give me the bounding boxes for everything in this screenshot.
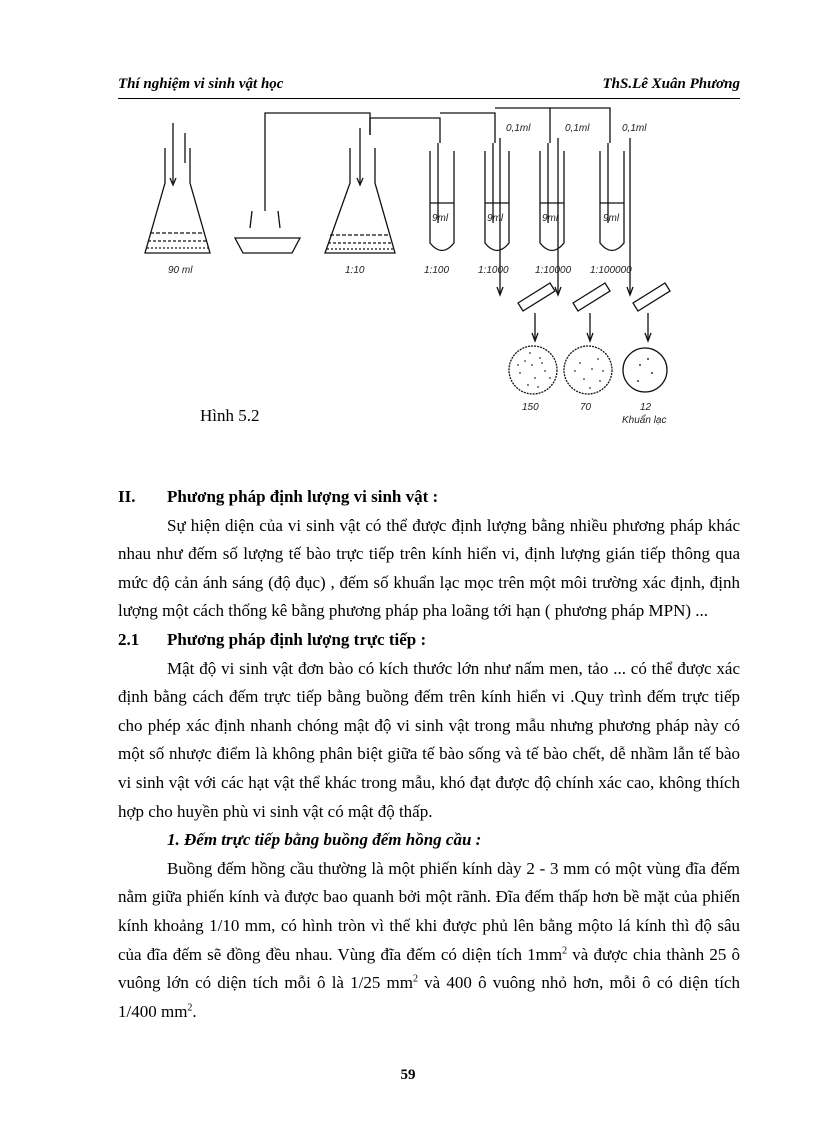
- label-1-100000: 1:100000: [590, 265, 632, 276]
- label-1-1000: 1:1000: [478, 265, 509, 276]
- label-1-10000: 1:10000: [535, 265, 572, 276]
- section-heading: [118, 483, 740, 512]
- page-number: 59: [400, 1067, 416, 1083]
- superscript-3: 2: [187, 1002, 193, 1014]
- method-text-start: Buồng đếm hồng cầu thường là một phiến kính dày 2 - 3 mm có một vùng đĩa đếm nằm giữa phiến kính và được bao quanh bởi một rãnh. Đĩa đếm thấp hơn bề mặt của phiến kính khoảng 1/10 mm, có hình tròn vì thế khi được phủ lên bằng mộto lá kính thì độ sâu của đĩa đếm sẽ đồng đều nhau. Vùng đĩa đếm có diện tích 1mm: [118, 858, 740, 964]
- colony-label: Khuẩn lạc: [622, 415, 667, 426]
- label-1-10: 1:10: [345, 265, 365, 276]
- transfer-3: 0,1ml: [622, 123, 647, 134]
- colony-count-3: 12: [640, 402, 652, 413]
- superscript-1: 2: [562, 944, 568, 956]
- superscript-2: 2: [413, 973, 418, 985]
- colony-plate-3: [623, 348, 667, 392]
- subsection-heading: [118, 626, 740, 655]
- colony-count-1: 150: [522, 402, 539, 413]
- subsection-number: 2.1: [118, 629, 140, 649]
- colony-plate-2: [564, 346, 612, 394]
- tube-vol-3: 9ml: [542, 213, 559, 224]
- figure-caption: Hình 5.2: [200, 406, 260, 425]
- tube-1: [430, 143, 454, 251]
- label-1-100: 1:100: [424, 265, 450, 276]
- subsection-title: Phương pháp định lượng trực tiếp :: [167, 629, 427, 649]
- dilution-diagram: [140, 103, 700, 433]
- main-content: [118, 483, 740, 1026]
- dilution-figure: [140, 103, 700, 433]
- subsection-paragraph: Mật độ vi sinh vật đơn bào có kích thước lớn như nấm men, tảo ... có thể được xác định bằng cách đếm trực tiếp bằng buồng đếm trên kính hiển vi .Quy trình đếm trực tiếp cho phép xác định nhanh chóng mật độ vi sinh vật trong mẫu nhưng phương pháp này có một số nhược điểm là không phân biệt giữa tế bào sống và tế bào chết, dễ nhầm lẫn tế bào vi sinh vật với các hạt vật thể khác trong mẫu, khó đạt được độ chính xác cao, không thích hợp cho huyền phù vi sinh vật có mật độ thấp.: [118, 658, 740, 821]
- flask-1: [145, 148, 210, 253]
- tube-vol-4: 9ml: [603, 213, 620, 224]
- petri-dish: [235, 238, 300, 253]
- tube-3: [540, 143, 564, 251]
- tube-2: [485, 143, 509, 251]
- tube-4: [600, 143, 624, 251]
- transfer-1: 0,1ml: [506, 123, 531, 134]
- tube-vol-2: 9ml: [487, 213, 504, 224]
- colony-count-2: 70: [580, 402, 592, 413]
- method-text-mid2: và 400 ô vuông nhỏ hơn, mỗi ô có diện tích 1/400 mm: [118, 973, 740, 1021]
- tube-vol-1: 9ml: [432, 213, 449, 224]
- section-title: Phương pháp định lượng vi sinh vật :: [167, 487, 439, 506]
- method-text-mid: và được chia thành 25 ô vuông lớn có diện tích mỗi ô là 1/25 mm: [118, 944, 740, 993]
- header-author: ThS.Lê Xuân Phương: [602, 76, 740, 92]
- header-title: Thí nghiệm vi sinh vật học: [118, 76, 284, 92]
- method-paragraph: [118, 855, 740, 1027]
- method-text-end: .: [192, 1001, 197, 1021]
- page-header: [118, 74, 740, 99]
- transfer-2: 0,1ml: [565, 123, 590, 134]
- label-90ml: 90 ml: [168, 265, 193, 276]
- section-number: II.: [118, 487, 136, 506]
- method-title: 1. Đếm trực tiếp bằng buồng đếm hồng cầu :: [167, 830, 482, 850]
- colony-plate-1: [509, 346, 557, 394]
- section-paragraph: Sự hiện diện của vi sinh vật có thể được định lượng bằng nhiều phương pháp khác nhau như đếm số lượng tế bào trực tiếp trên kính hiển vi, định lượng gián tiếp thông qua mức độ cản ánh sáng (độ đục) , đếm số khuẩn lạc mọc trên một môi trường xác định, định lượng một cách thống kê bằng phương pháp pha loãng tới hạn ( phương pháp MPN) ...: [118, 515, 740, 621]
